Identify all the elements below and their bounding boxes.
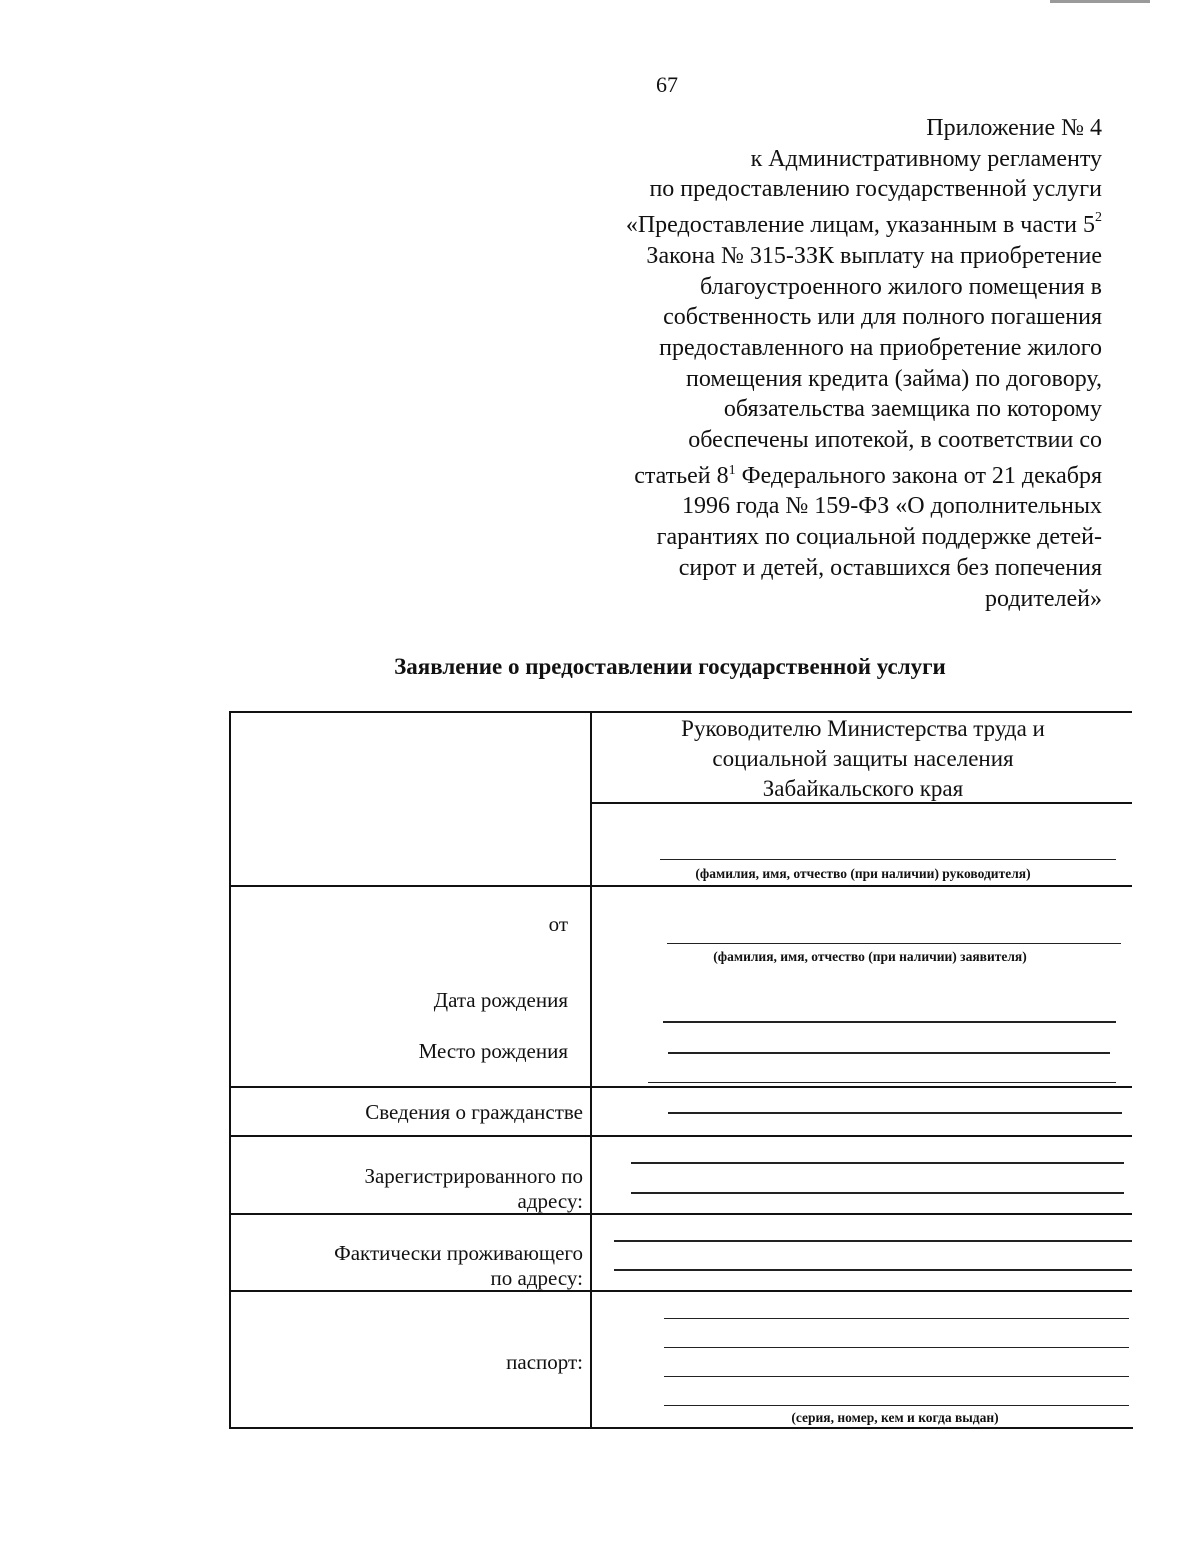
passport-field-line-2[interactable] bbox=[664, 1347, 1129, 1348]
row-divider bbox=[229, 1135, 1132, 1137]
appendix-line: гарантиях по социальной поддержке детей- bbox=[656, 524, 1102, 551]
birth-place-field[interactable] bbox=[668, 1052, 1110, 1054]
birth-place-field-line-2[interactable] bbox=[648, 1082, 1116, 1083]
appendix-line: обеспечены ипотекой, в соответствии со bbox=[688, 427, 1102, 454]
head-name-field[interactable] bbox=[660, 859, 1116, 860]
page-number: 67 bbox=[656, 72, 678, 97]
row-divider bbox=[229, 885, 1132, 887]
appendix-line: Приложение № 4 bbox=[926, 115, 1102, 141]
appendix-line-tail: Федерального закона от 21 декабря bbox=[741, 462, 1102, 489]
table-column-divider bbox=[590, 711, 592, 1429]
appendix-line-text: «Предоставление лицам, указанным в части 5 bbox=[625, 212, 1095, 239]
addressee-block bbox=[594, 714, 1132, 804]
passport-caption: (серия, номер, кем и когда выдан) bbox=[791, 1410, 999, 1425]
appendix-line: благоустроенного жилого помещения в bbox=[700, 273, 1102, 300]
residing-label-line-1: Фактически проживающего bbox=[334, 1241, 583, 1265]
row-divider bbox=[229, 1086, 1132, 1088]
appendix-line: сирот и детей, оставшихся без попечения bbox=[678, 554, 1102, 581]
passport-field-line-3[interactable] bbox=[664, 1376, 1129, 1377]
birth-date-label: Дата рождения bbox=[433, 988, 568, 1012]
passport-field-line-1[interactable] bbox=[664, 1318, 1129, 1319]
registered-label-line-2: адресу: bbox=[517, 1189, 583, 1213]
registered-address-field-line-2[interactable] bbox=[631, 1192, 1124, 1194]
appendix-line: обязательства заемщика по которому bbox=[723, 396, 1102, 423]
applicant-name-caption: (фамилия, имя, отчество (при наличии) заявителя) bbox=[713, 949, 1027, 964]
head-name-caption: (фамилия, имя, отчество (при наличии) руководителя) bbox=[695, 866, 1031, 881]
appendix-line: к Административному регламенту bbox=[750, 145, 1102, 172]
table-border-top bbox=[229, 711, 1132, 713]
birth-date-field[interactable] bbox=[663, 1021, 1116, 1023]
residing-address-field-line-2[interactable] bbox=[614, 1269, 1132, 1271]
registered-label-line-1: Зарегистрированного по bbox=[364, 1164, 583, 1188]
appendix-line: Закона № 315-ЗЗК выплату на приобретение bbox=[646, 242, 1102, 269]
passport-field-line-4[interactable] bbox=[664, 1405, 1129, 1406]
appendix-line: помещения кредита (займа) по договору, bbox=[686, 365, 1102, 392]
residing-address-field-line-1[interactable] bbox=[614, 1240, 1132, 1242]
appendix-line: собственность или для полного погашения bbox=[663, 304, 1102, 331]
birth-place-label: Место рождения bbox=[418, 1039, 568, 1063]
residing-label-line-2: по адресу: bbox=[490, 1266, 583, 1290]
citizenship-label: Сведения о гражданстве bbox=[365, 1100, 583, 1124]
appendix-line: предоставленного на приобретение жилого bbox=[659, 334, 1102, 361]
form-title: Заявление о предоставлении государственной услуги bbox=[394, 654, 946, 679]
applicant-name-field[interactable] bbox=[667, 943, 1121, 944]
appendix-line: 1996 года № 159-ФЗ «О дополнительных bbox=[681, 493, 1102, 520]
table-border-left bbox=[229, 711, 231, 1429]
superscript: 2 bbox=[1095, 210, 1102, 226]
passport-label: паспорт: bbox=[506, 1350, 583, 1374]
addressee-line: социальной защиты населения bbox=[712, 746, 1014, 771]
addressee-line: Забайкальского края bbox=[762, 776, 964, 801]
superscript: 1 bbox=[728, 462, 736, 478]
appendix-line: по предоставлению государственной услуги bbox=[649, 176, 1102, 203]
appendix-line-text: статьей 8 bbox=[634, 462, 729, 489]
from-label: от bbox=[548, 912, 568, 936]
table-border-bottom bbox=[231, 1427, 1133, 1429]
citizenship-field[interactable] bbox=[668, 1112, 1122, 1114]
appendix-line: родителей» bbox=[985, 585, 1102, 612]
registered-address-field-line-1[interactable] bbox=[631, 1162, 1124, 1164]
addressee-line: Руководителю Министерства труда и bbox=[681, 716, 1045, 741]
